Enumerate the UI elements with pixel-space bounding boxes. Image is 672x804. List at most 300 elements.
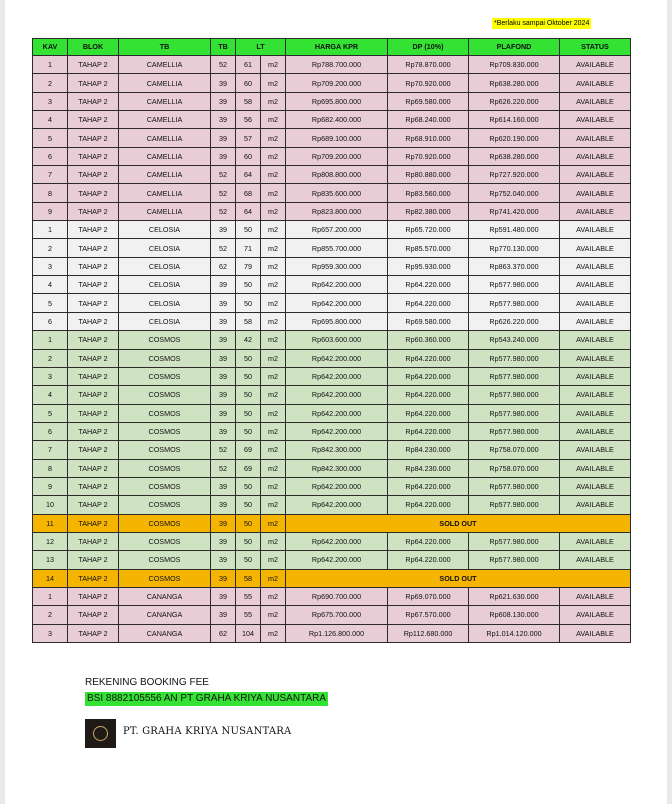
- cell-harga-kpr: Rp642.200.000: [286, 496, 388, 514]
- table-row: [33, 276, 631, 294]
- cell-harga-kpr: Rp642.200.000: [286, 551, 388, 569]
- cell-dp: Rp83.560.000: [388, 184, 469, 202]
- cell-tb: 39: [211, 312, 236, 330]
- cell-plafond: Rp727.920.000: [469, 166, 560, 184]
- cell-blok: TAHAP 2: [68, 111, 119, 129]
- cell-lt: 50: [236, 386, 261, 404]
- cell-tb: 39: [211, 569, 236, 587]
- cell-type: COSMOS: [119, 404, 211, 422]
- cell-kav: 1: [33, 221, 68, 239]
- cell-dp: Rp64.220.000: [388, 404, 469, 422]
- cell-dp: Rp64.220.000: [388, 386, 469, 404]
- cell-plafond: Rp577.980.000: [469, 349, 560, 367]
- cell-lt: 50: [236, 367, 261, 385]
- cell-harga-kpr: Rp642.200.000: [286, 404, 388, 422]
- cell-harga-kpr: Rp1.126.800.000: [286, 624, 388, 642]
- cell-dp: Rp68.240.000: [388, 111, 469, 129]
- cell-kav: 6: [33, 422, 68, 440]
- cell-plafond: Rp638.280.000: [469, 147, 560, 165]
- cell-kav: 14: [33, 569, 68, 587]
- cell-harga-kpr: Rp808.800.000: [286, 166, 388, 184]
- table-row: [33, 202, 631, 220]
- cell-harga-kpr: Rp642.200.000: [286, 349, 388, 367]
- table-row: [33, 221, 631, 239]
- cell-tb: 52: [211, 239, 236, 257]
- cell-unit: m2: [261, 331, 286, 349]
- cell-blok: TAHAP 2: [68, 496, 119, 514]
- cell-unit: m2: [261, 496, 286, 514]
- cell-plafond: Rp577.980.000: [469, 404, 560, 422]
- cell-blok: TAHAP 2: [68, 276, 119, 294]
- cell-blok: TAHAP 2: [68, 74, 119, 92]
- cell-unit: m2: [261, 477, 286, 495]
- cell-type: CELOSIA: [119, 239, 211, 257]
- cell-lt: 104: [236, 624, 261, 642]
- table-row: [33, 386, 631, 404]
- cell-plafond: Rp577.980.000: [469, 386, 560, 404]
- cell-lt: 42: [236, 331, 261, 349]
- cell-dp: Rp64.220.000: [388, 532, 469, 550]
- cell-plafond: Rp638.280.000: [469, 74, 560, 92]
- cell-dp: Rp65.720.000: [388, 221, 469, 239]
- cell-tb: 39: [211, 514, 236, 532]
- cell-tb: 52: [211, 441, 236, 459]
- cell-dp: Rp64.220.000: [388, 422, 469, 440]
- cell-plafond: Rp620.190.000: [469, 129, 560, 147]
- cell-tb: 62: [211, 257, 236, 275]
- cell-tb: 39: [211, 276, 236, 294]
- cell-blok: TAHAP 2: [68, 239, 119, 257]
- cell-unit: m2: [261, 221, 286, 239]
- cell-sold-out: SOLD OUT: [286, 569, 631, 587]
- table-row: [33, 514, 631, 532]
- cell-plafond: Rp614.160.000: [469, 111, 560, 129]
- cell-type: COSMOS: [119, 569, 211, 587]
- cell-dp: Rp60.360.000: [388, 331, 469, 349]
- cell-kav: 1: [33, 587, 68, 605]
- cell-plafond: Rp543.240.000: [469, 331, 560, 349]
- cell-blok: TAHAP 2: [68, 184, 119, 202]
- cell-unit: m2: [261, 422, 286, 440]
- cell-plafond: Rp1.014.120.000: [469, 624, 560, 642]
- cell-status: AVAILABLE: [560, 111, 631, 129]
- cell-type: CELOSIA: [119, 276, 211, 294]
- cell-blok: TAHAP 2: [68, 624, 119, 642]
- company-name: PT. GRAHA KRIYA NUSANTARA: [123, 726, 292, 737]
- cell-unit: m2: [261, 587, 286, 605]
- cell-unit: m2: [261, 404, 286, 422]
- cell-type: CAMELLIA: [119, 92, 211, 110]
- cell-kav: 2: [33, 239, 68, 257]
- cell-blok: TAHAP 2: [68, 587, 119, 605]
- cell-kav: 3: [33, 92, 68, 110]
- cell-harga-kpr: Rp642.200.000: [286, 367, 388, 385]
- cell-unit: m2: [261, 56, 286, 74]
- cell-lt: 58: [236, 312, 261, 330]
- cell-type: COSMOS: [119, 441, 211, 459]
- cell-plafond: Rp577.980.000: [469, 477, 560, 495]
- cell-blok: TAHAP 2: [68, 294, 119, 312]
- cell-lt: 61: [236, 56, 261, 74]
- cell-unit: m2: [261, 367, 286, 385]
- cell-dp: Rp64.220.000: [388, 349, 469, 367]
- cell-lt: 56: [236, 111, 261, 129]
- cell-dp: Rp84.230.000: [388, 441, 469, 459]
- cell-harga-kpr: Rp675.700.000: [286, 606, 388, 624]
- cell-status: AVAILABLE: [560, 349, 631, 367]
- cell-dp: Rp64.220.000: [388, 551, 469, 569]
- cell-kav: 4: [33, 276, 68, 294]
- cell-type: CANANGA: [119, 606, 211, 624]
- table-row: [33, 312, 631, 330]
- cell-kav: 4: [33, 111, 68, 129]
- table-row: [33, 129, 631, 147]
- cell-kav: 8: [33, 184, 68, 202]
- cell-status: AVAILABLE: [560, 257, 631, 275]
- table-row: [33, 367, 631, 385]
- cell-plafond: Rp626.220.000: [469, 312, 560, 330]
- cell-harga-kpr: Rp959.300.000: [286, 257, 388, 275]
- cell-tb: 39: [211, 74, 236, 92]
- header-tb: TB: [211, 39, 236, 56]
- cell-harga-kpr: Rp709.200.000: [286, 147, 388, 165]
- cell-dp: Rp64.220.000: [388, 276, 469, 294]
- cell-lt: 50: [236, 551, 261, 569]
- table-row: [33, 239, 631, 257]
- cell-tb: 39: [211, 331, 236, 349]
- cell-blok: TAHAP 2: [68, 514, 119, 532]
- cell-blok: TAHAP 2: [68, 221, 119, 239]
- cell-plafond: Rp626.220.000: [469, 92, 560, 110]
- cell-plafond: Rp577.980.000: [469, 532, 560, 550]
- cell-status: AVAILABLE: [560, 294, 631, 312]
- cell-unit: m2: [261, 551, 286, 569]
- cell-blok: TAHAP 2: [68, 92, 119, 110]
- table-header-row: [33, 39, 631, 56]
- cell-status: AVAILABLE: [560, 221, 631, 239]
- cell-type: CAMELLIA: [119, 147, 211, 165]
- cell-status: AVAILABLE: [560, 422, 631, 440]
- cell-kav: 10: [33, 496, 68, 514]
- cell-harga-kpr: Rp642.200.000: [286, 386, 388, 404]
- table-row: [33, 111, 631, 129]
- cell-harga-kpr: Rp642.200.000: [286, 294, 388, 312]
- cell-tb: 39: [211, 386, 236, 404]
- cell-kav: 5: [33, 129, 68, 147]
- cell-lt: 50: [236, 477, 261, 495]
- cell-dp: Rp64.220.000: [388, 294, 469, 312]
- cell-plafond: Rp577.980.000: [469, 496, 560, 514]
- table-row: [33, 624, 631, 642]
- cell-unit: m2: [261, 386, 286, 404]
- cell-lt: 68: [236, 184, 261, 202]
- cell-blok: TAHAP 2: [68, 331, 119, 349]
- cell-unit: m2: [261, 184, 286, 202]
- cell-unit: m2: [261, 147, 286, 165]
- cell-kav: 13: [33, 551, 68, 569]
- cell-unit: m2: [261, 166, 286, 184]
- cell-status: AVAILABLE: [560, 56, 631, 74]
- cell-harga-kpr: Rp603.600.000: [286, 331, 388, 349]
- cell-lt: 50: [236, 349, 261, 367]
- cell-kav: 4: [33, 386, 68, 404]
- cell-plafond: Rp770.130.000: [469, 239, 560, 257]
- cell-tb: 39: [211, 404, 236, 422]
- cell-kav: 1: [33, 331, 68, 349]
- cell-blok: TAHAP 2: [68, 129, 119, 147]
- cell-status: AVAILABLE: [560, 129, 631, 147]
- cell-dp: Rp80.880.000: [388, 166, 469, 184]
- cell-status: AVAILABLE: [560, 386, 631, 404]
- price-list-page: [5, 0, 667, 804]
- cell-tb: 52: [211, 184, 236, 202]
- header-harga-kpr: HARGA KPR: [286, 39, 388, 56]
- cell-lt: 79: [236, 257, 261, 275]
- cell-status: AVAILABLE: [560, 74, 631, 92]
- cell-unit: m2: [261, 239, 286, 257]
- cell-kav: 11: [33, 514, 68, 532]
- cell-blok: TAHAP 2: [68, 257, 119, 275]
- cell-lt: 55: [236, 587, 261, 605]
- cell-status: AVAILABLE: [560, 166, 631, 184]
- cell-lt: 50: [236, 276, 261, 294]
- cell-harga-kpr: Rp842.300.000: [286, 459, 388, 477]
- table-row: [33, 147, 631, 165]
- cell-type: COSMOS: [119, 514, 211, 532]
- cell-harga-kpr: Rp835.600.000: [286, 184, 388, 202]
- cell-plafond: Rp621.630.000: [469, 587, 560, 605]
- header-lt: LT: [236, 39, 286, 56]
- cell-kav: 1: [33, 56, 68, 74]
- table-row: [33, 92, 631, 110]
- cell-unit: m2: [261, 624, 286, 642]
- cell-kav: 2: [33, 74, 68, 92]
- cell-dp: Rp67.570.000: [388, 606, 469, 624]
- cell-unit: m2: [261, 74, 286, 92]
- cell-lt: 60: [236, 74, 261, 92]
- cell-plafond: Rp577.980.000: [469, 422, 560, 440]
- cell-kav: 9: [33, 202, 68, 220]
- cell-blok: TAHAP 2: [68, 404, 119, 422]
- cell-plafond: Rp741.420.000: [469, 202, 560, 220]
- cell-harga-kpr: Rp689.100.000: [286, 129, 388, 147]
- cell-plafond: Rp577.980.000: [469, 276, 560, 294]
- cell-type: CAMELLIA: [119, 166, 211, 184]
- cell-type: CELOSIA: [119, 294, 211, 312]
- cell-status: AVAILABLE: [560, 184, 631, 202]
- cell-tb: 39: [211, 606, 236, 624]
- table-row: [33, 606, 631, 624]
- cell-unit: m2: [261, 111, 286, 129]
- cell-kav: 7: [33, 441, 68, 459]
- cell-type: COSMOS: [119, 477, 211, 495]
- cell-kav: 2: [33, 349, 68, 367]
- table-row: [33, 257, 631, 275]
- cell-unit: m2: [261, 129, 286, 147]
- cell-kav: 5: [33, 404, 68, 422]
- cell-plafond: Rp752.040.000: [469, 184, 560, 202]
- cell-kav: 5: [33, 294, 68, 312]
- cell-tb: 39: [211, 111, 236, 129]
- cell-type: COSMOS: [119, 386, 211, 404]
- cell-tb: 39: [211, 92, 236, 110]
- cell-unit: m2: [261, 532, 286, 550]
- cell-kav: 8: [33, 459, 68, 477]
- cell-type: CAMELLIA: [119, 129, 211, 147]
- cell-kav: 2: [33, 606, 68, 624]
- cell-lt: 57: [236, 129, 261, 147]
- cell-status: AVAILABLE: [560, 202, 631, 220]
- cell-tb: 39: [211, 496, 236, 514]
- cell-status: AVAILABLE: [560, 477, 631, 495]
- cell-harga-kpr: Rp823.800.000: [286, 202, 388, 220]
- cell-kav: 12: [33, 532, 68, 550]
- cell-status: AVAILABLE: [560, 551, 631, 569]
- cell-dp: Rp64.220.000: [388, 496, 469, 514]
- cell-dp: Rp68.910.000: [388, 129, 469, 147]
- cell-blok: TAHAP 2: [68, 166, 119, 184]
- booking-account-number: BSI 8882105556 AN PT GRAHA KRIYA NUSANTARA: [87, 693, 326, 704]
- cell-status: AVAILABLE: [560, 587, 631, 605]
- table-row: [33, 441, 631, 459]
- cell-status: AVAILABLE: [560, 331, 631, 349]
- table-row: [33, 404, 631, 422]
- cell-status: AVAILABLE: [560, 367, 631, 385]
- cell-lt: 50: [236, 221, 261, 239]
- cell-unit: m2: [261, 349, 286, 367]
- cell-type: CANANGA: [119, 587, 211, 605]
- cell-type: CELOSIA: [119, 221, 211, 239]
- cell-lt: 64: [236, 202, 261, 220]
- cell-unit: m2: [261, 294, 286, 312]
- cell-blok: TAHAP 2: [68, 477, 119, 495]
- header-kav: KAV: [33, 39, 68, 56]
- booking-fee-title: REKENING BOOKING FEE: [85, 677, 209, 688]
- cell-status: AVAILABLE: [560, 92, 631, 110]
- cell-status: AVAILABLE: [560, 441, 631, 459]
- cell-plafond: Rp577.980.000: [469, 551, 560, 569]
- cell-blok: TAHAP 2: [68, 147, 119, 165]
- table-row: [33, 349, 631, 367]
- cell-harga-kpr: Rp842.300.000: [286, 441, 388, 459]
- table-row: [33, 532, 631, 550]
- cell-status: AVAILABLE: [560, 312, 631, 330]
- cell-tb: 39: [211, 422, 236, 440]
- price-table: [32, 38, 631, 643]
- cell-kav: 3: [33, 257, 68, 275]
- company-logo-icon: [85, 719, 116, 748]
- table-row: [33, 551, 631, 569]
- cell-lt: 50: [236, 294, 261, 312]
- cell-tb: 39: [211, 551, 236, 569]
- cell-tb: 62: [211, 624, 236, 642]
- cell-type: CELOSIA: [119, 257, 211, 275]
- cell-tb: 39: [211, 587, 236, 605]
- table-row: [33, 56, 631, 74]
- cell-dp: Rp69.070.000: [388, 587, 469, 605]
- cell-type: COSMOS: [119, 496, 211, 514]
- cell-status: AVAILABLE: [560, 606, 631, 624]
- cell-type: CAMELLIA: [119, 202, 211, 220]
- cell-type: COSMOS: [119, 331, 211, 349]
- cell-type: CANANGA: [119, 624, 211, 642]
- cell-harga-kpr: Rp682.400.000: [286, 111, 388, 129]
- header-type: TB: [119, 39, 211, 56]
- table-row: [33, 166, 631, 184]
- table-row: [33, 294, 631, 312]
- cell-blok: TAHAP 2: [68, 551, 119, 569]
- cell-type: COSMOS: [119, 349, 211, 367]
- cell-blok: TAHAP 2: [68, 422, 119, 440]
- cell-lt: 71: [236, 239, 261, 257]
- cell-blok: TAHAP 2: [68, 569, 119, 587]
- cell-type: CAMELLIA: [119, 111, 211, 129]
- cell-dp: Rp84.230.000: [388, 459, 469, 477]
- table-row: [33, 477, 631, 495]
- table-row: [33, 459, 631, 477]
- table-body: [33, 56, 631, 643]
- cell-tb: 52: [211, 202, 236, 220]
- cell-blok: TAHAP 2: [68, 532, 119, 550]
- cell-type: COSMOS: [119, 367, 211, 385]
- cell-plafond: Rp577.980.000: [469, 367, 560, 385]
- table-row: [33, 587, 631, 605]
- cell-harga-kpr: Rp855.700.000: [286, 239, 388, 257]
- cell-harga-kpr: Rp642.200.000: [286, 477, 388, 495]
- cell-blok: TAHAP 2: [68, 349, 119, 367]
- cell-harga-kpr: Rp657.200.000: [286, 221, 388, 239]
- cell-lt: 55: [236, 606, 261, 624]
- cell-lt: 69: [236, 459, 261, 477]
- cell-kav: 3: [33, 367, 68, 385]
- cell-unit: m2: [261, 606, 286, 624]
- cell-dp: Rp112.680.000: [388, 624, 469, 642]
- cell-unit: m2: [261, 441, 286, 459]
- cell-status: AVAILABLE: [560, 147, 631, 165]
- cell-lt: 50: [236, 422, 261, 440]
- cell-harga-kpr: Rp788.700.000: [286, 56, 388, 74]
- cell-kav: 9: [33, 477, 68, 495]
- header-blok: BLOK: [68, 39, 119, 56]
- header-dp: DP (10%): [388, 39, 469, 56]
- cell-blok: TAHAP 2: [68, 312, 119, 330]
- cell-dp: Rp70.920.000: [388, 147, 469, 165]
- cell-unit: m2: [261, 459, 286, 477]
- cell-type: CAMELLIA: [119, 74, 211, 92]
- cell-dp: Rp82.380.000: [388, 202, 469, 220]
- cell-dp: Rp78.870.000: [388, 56, 469, 74]
- cell-harga-kpr: Rp695.800.000: [286, 312, 388, 330]
- cell-blok: TAHAP 2: [68, 459, 119, 477]
- cell-unit: m2: [261, 569, 286, 587]
- cell-harga-kpr: Rp642.200.000: [286, 422, 388, 440]
- cell-tb: 52: [211, 56, 236, 74]
- cell-blok: TAHAP 2: [68, 202, 119, 220]
- cell-lt: 69: [236, 441, 261, 459]
- cell-blok: TAHAP 2: [68, 386, 119, 404]
- header-status: STATUS: [560, 39, 631, 56]
- cell-dp: Rp95.930.000: [388, 257, 469, 275]
- cell-type: COSMOS: [119, 459, 211, 477]
- cell-type: CELOSIA: [119, 312, 211, 330]
- cell-unit: m2: [261, 257, 286, 275]
- cell-tb: 39: [211, 477, 236, 495]
- cell-lt: 50: [236, 514, 261, 532]
- cell-harga-kpr: Rp642.200.000: [286, 532, 388, 550]
- cell-blok: TAHAP 2: [68, 367, 119, 385]
- cell-plafond: Rp863.370.000: [469, 257, 560, 275]
- cell-status: AVAILABLE: [560, 532, 631, 550]
